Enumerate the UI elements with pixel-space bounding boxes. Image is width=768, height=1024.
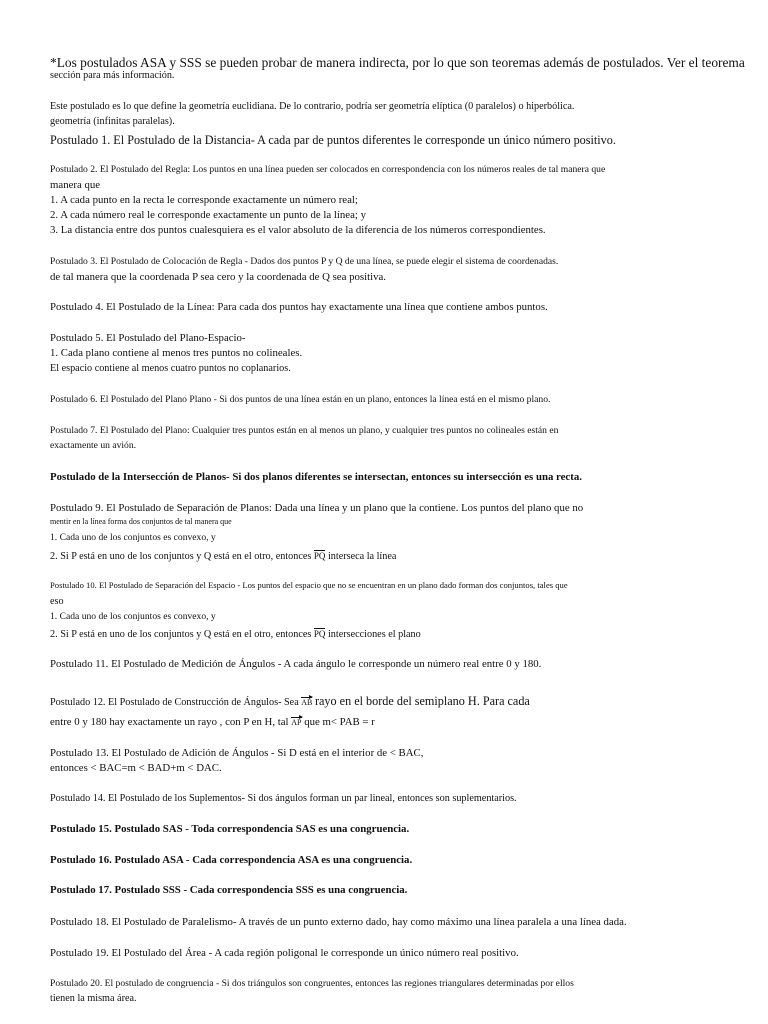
ray-ap-symbol: AP <box>291 718 302 727</box>
postulate-12-cont-text: entre 0 y 180 hay exactamente un rayo , con P en H, tal <box>50 716 289 728</box>
postulate-17: Postulado 17. Postulado SSS - Cada correspondencia SSS es una congruencia. <box>50 884 408 896</box>
postulate-3: Postulado 3. El Postulado de Colocación de Regla - Dados dos puntos P y Q de una línea, se puede elegir el sistema de coordenadas. <box>50 256 559 267</box>
postulate-9-item-2-text: 2. Si P está en uno de los conjuntos y Q está en el otro, entonces <box>50 551 312 562</box>
postulate-10: Postulado 10. El Postulado de Separación del Espacio - Los puntos del espacio que no se encuentran en un plano dado forman dos conjuntos, tales que <box>50 580 568 590</box>
euclid-note: Este postulado es lo que define la geometría euclidiana. De lo contrario, podría ser geometría elíptica (0 paralelos) o hiperbólica. <box>50 101 575 112</box>
postulate-12-end: rayo en el borde del semiplano H. Para cada <box>314 694 530 708</box>
asa-sss-note-cont: sección para más información. <box>50 70 175 81</box>
postulate-9-cont: mentir en la línea forma dos conjuntos de tal manera que <box>50 517 232 526</box>
postulate-5-item-1: 1. Cada plano contiene al menos tres puntos no colineales. <box>50 347 303 359</box>
postulate-16: Postulado 16. Postulado ASA - Cada correspondencia ASA es una congruencia. <box>50 854 413 866</box>
postulate-2-cont: manera que <box>50 179 101 191</box>
postulate-2-item-3: 3. La distancia entre dos puntos cualesquiera es el valor absoluto de la diferencia de los números correspondientes. <box>50 224 546 236</box>
ray-ab-symbol: AB <box>301 698 313 707</box>
postulate-1: Postulado 1. El Postulado de la Distancia- A cada par de puntos diferentes le corresponde un único número positivo. <box>50 133 616 147</box>
postulate-10-item-1: 1. Cada uno de los conjuntos es convexo, y <box>50 611 216 622</box>
postulate-8-plane-intersection: Postulado de la Intersección de Planos- Si dos planos diferentes se intersectan, entonces su intersección es una recta. <box>50 471 582 483</box>
postulate-2-item-1: 1. A cada punto en la recta le corresponde exactamente un número real; <box>50 194 358 206</box>
euclid-note-cont: geometría (infinitas paralelas). <box>50 116 175 127</box>
postulate-2-item-2: 2. A cada número real le corresponde exactamente un punto de la línea; y <box>50 209 366 221</box>
asa-sss-note: *Los postulados ASA y SSS se pueden probar de manera indirecta, por lo que son teoremas además de postulados. Ver el teorema <box>50 55 745 70</box>
postulate-13: Postulado 13. El Postulado de Adición de Ángulos - Si D está en el interior de < BAC, <box>50 747 424 759</box>
postulate-11: Postulado 11. El Postulado de Medición de Ángulos - A cada ángulo le corresponde un número real entre 0 y 180. <box>50 658 542 670</box>
postulate-20: Postulado 20. El postulado de congruencia - Si dos triángulos son congruentes, entonces las regiones triangulares determinadas por ellos <box>50 978 574 989</box>
postulate-12-cont <box>50 716 375 728</box>
postulate-10-item-2-text: 2. Si P está en uno de los conjuntos y Q está en el otro, entonces <box>50 629 312 640</box>
postulate-9-item-2-end: interseca la línea <box>327 551 397 562</box>
postulate-12-text: Postulado 12. El Postulado de Construcción de Ángulos- Sea <box>50 697 299 708</box>
postulate-5: Postulado 5. El Postulado del Plano-Espacio- <box>50 332 246 344</box>
postulate-18: Postulado 18. El Postulado de Paralelismo- A través de un punto externo dado, hay como máximo una línea paralela a una línea dada. <box>50 916 627 928</box>
postulate-13-cont: entonces < BAC=m < BAD+m < DAC. <box>50 762 222 774</box>
segment-pq-symbol-2: PQ <box>313 629 326 639</box>
postulate-10-item-2 <box>50 628 421 640</box>
postulate-10-item-2-end: intersecciones el plano <box>327 629 421 640</box>
postulate-7-cont: exactamente un avión. <box>50 440 137 451</box>
postulate-9: Postulado 9. El Postulado de Separación de Planos: Dada una línea y un plano que la contiene. Los puntos del plano que no <box>50 502 584 514</box>
postulate-9-item-2 <box>50 550 396 562</box>
postulate-14: Postulado 14. El Postulado de los Suplementos- Si dos ángulos forman un par lineal, entonces son suplementarios. <box>50 793 517 804</box>
postulate-19: Postulado 19. El Postulado del Área - A cada región poligonal le corresponde un único número real positivo. <box>50 947 519 959</box>
postulate-20-cont: tienen la misma área. <box>50 993 137 1004</box>
postulate-12 <box>50 695 530 708</box>
postulate-4: Postulado 4. El Postulado de la Línea: Para cada dos puntos hay exactamente una línea que contiene ambos puntos. <box>50 301 548 313</box>
postulate-15: Postulado 15. Postulado SAS - Toda correspondencia SAS es una congruencia. <box>50 823 410 835</box>
postulate-6: Postulado 6. El Postulado del Plano Plano - Si dos puntos de una línea están en un plano, entonces la línea está en el mismo plano. <box>50 394 551 405</box>
postulate-12-cont-end: que m< PAB = r <box>304 716 375 728</box>
postulate-5-item-2: El espacio contiene al menos cuatro puntos no coplanarios. <box>50 363 291 374</box>
segment-pq-symbol: PQ <box>313 551 326 561</box>
postulate-10-cont: eso <box>50 596 64 607</box>
postulate-7: Postulado 7. El Postulado del Plano: Cualquier tres puntos están en al menos un plano, y cualquier tres puntos no colineales están en <box>50 425 559 436</box>
postulate-9-item-1: 1. Cada uno de los conjuntos es convexo, y <box>50 532 216 543</box>
postulate-3-cont: de tal manera que la coordenada P sea cero y la coordenada de Q sea positiva. <box>50 271 386 283</box>
postulate-2: Postulado 2. El Postulado del Regla: Los puntos en una línea pueden ser colocados en correspondencia con los números reales de tal manera que <box>50 164 606 175</box>
